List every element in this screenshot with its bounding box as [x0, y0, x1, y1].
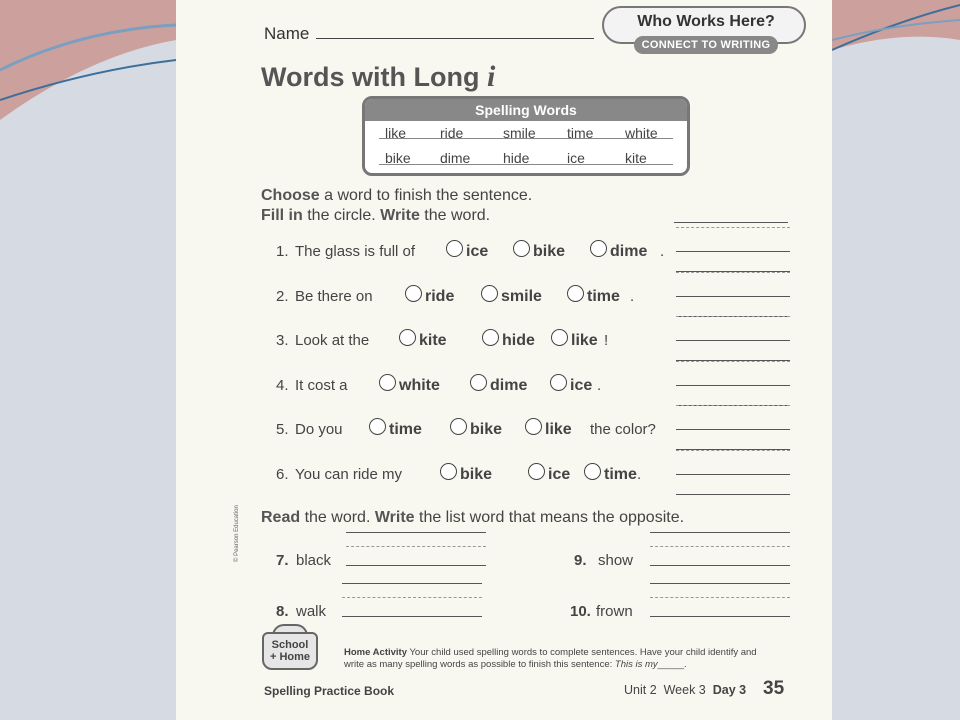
answer-line[interactable] — [676, 340, 790, 341]
answer-option[interactable]: ride — [405, 285, 454, 306]
answer-option[interactable]: white — [379, 374, 440, 395]
answer-circle[interactable] — [405, 285, 422, 302]
spelling-word: dime — [440, 150, 471, 166]
answer-circle[interactable] — [550, 374, 567, 391]
answer-option[interactable]: bike — [450, 418, 502, 439]
answer-circle[interactable] — [567, 285, 584, 302]
answer-line[interactable] — [650, 616, 790, 617]
answer-option[interactable]: bike — [513, 240, 565, 261]
answer-line-base — [676, 494, 790, 495]
spelling-words-heading: Spelling Words — [365, 99, 687, 121]
answer-circle[interactable] — [481, 285, 498, 302]
page-title: Words with Long i — [261, 60, 496, 93]
answer-line[interactable] — [676, 429, 790, 430]
opposite-word: frown — [596, 603, 633, 620]
spelling-word: bike — [385, 150, 411, 166]
name-line — [316, 38, 594, 39]
sentence-end: ! — [604, 332, 609, 349]
answer-option[interactable]: smile — [481, 285, 542, 306]
spelling-word: ride — [440, 125, 464, 141]
top-line — [650, 583, 790, 584]
answer-option[interactable]: time — [567, 285, 620, 306]
answer-option[interactable]: bike — [440, 463, 492, 484]
spelling-word: ice — [567, 150, 585, 166]
page-number: 35 — [763, 678, 785, 699]
sentence-end: . — [637, 466, 642, 483]
answer-option[interactable]: ice — [550, 374, 592, 395]
answer-option[interactable]: kite — [399, 329, 447, 350]
opposite-word: show — [598, 552, 634, 569]
sentence-number: 4. — [276, 377, 289, 394]
sentence-end: . — [597, 377, 602, 394]
worksheet-page — [176, 0, 832, 720]
answer-option[interactable]: dime — [470, 374, 527, 395]
answer-option[interactable]: like — [525, 418, 572, 439]
answer-circle[interactable] — [440, 463, 457, 480]
unit-week-day: Unit 2 Week 3 Day 3 — [624, 683, 747, 697]
spelling-word: like — [385, 125, 407, 141]
dashed-guide-line — [650, 546, 790, 547]
answer-line[interactable] — [346, 565, 486, 566]
dashed-guide-line — [676, 405, 790, 406]
answer-circle[interactable] — [379, 374, 396, 391]
answer-line — [674, 222, 788, 223]
opposite-number: 7. — [276, 552, 289, 569]
instruction-line-1: Choose a word to finish the sentence. — [261, 187, 533, 204]
sentence-end: . — [630, 288, 635, 305]
answer-option[interactable]: hide — [482, 329, 535, 350]
copyright-notice: © Pearson Education — [234, 505, 240, 562]
sentence-text: The glass is full of — [295, 243, 416, 260]
answer-option[interactable]: ice — [446, 240, 488, 261]
name-label: Name — [264, 24, 310, 43]
opposite-word: black — [296, 552, 332, 569]
opposite-number: 10. — [570, 603, 591, 620]
school-home-logo: School + Home — [262, 632, 318, 670]
answer-line[interactable] — [342, 616, 482, 617]
answer-line[interactable] — [676, 385, 790, 386]
lesson-badge — [602, 6, 806, 51]
answer-circle[interactable] — [513, 240, 530, 257]
sentence-number: 3. — [276, 332, 289, 349]
sentence-number: 1. — [276, 243, 289, 260]
answer-line[interactable] — [676, 251, 790, 252]
dashed-guide-line — [342, 597, 482, 598]
badge-subtitle: CONNECT TO WRITING — [634, 36, 778, 54]
spelling-word: white — [625, 125, 658, 141]
answer-circle[interactable] — [584, 463, 601, 480]
sentence-number: 6. — [276, 466, 289, 483]
badge-title: Who Works Here? — [637, 13, 775, 30]
top-line — [650, 532, 790, 533]
answer-circle[interactable] — [446, 240, 463, 257]
spelling-word: kite — [625, 150, 647, 166]
answer-option[interactable]: time — [584, 463, 637, 484]
spelling-word: hide — [503, 150, 530, 166]
sentence-text: Look at the — [295, 332, 370, 349]
dashed-guide-line — [650, 597, 790, 598]
home-activity-text: Home Activity Your child used spelling words to complete sentences. Have your child identify and write as many spelling words as possible to finish this sentence: This is my_____. — [344, 647, 757, 670]
spelling-word: time — [567, 125, 594, 141]
top-line — [342, 583, 482, 584]
answer-option[interactable]: ice — [528, 463, 570, 484]
dashed-guide-line — [676, 361, 790, 362]
answer-circle[interactable] — [369, 418, 386, 435]
sentence-number: 5. — [276, 421, 289, 438]
answer-circle[interactable] — [399, 329, 416, 346]
book-title: Spelling Practice Book — [264, 684, 395, 698]
answer-circle[interactable] — [528, 463, 545, 480]
sentence-text: You can ride my — [295, 466, 403, 483]
opposite-word: walk — [296, 603, 327, 620]
opposites-instruction: Read the word. Write the list word that means the opposite. — [261, 509, 685, 526]
dashed-guide-line — [676, 450, 790, 451]
answer-line[interactable] — [676, 296, 790, 297]
instruction-line-2: Fill in the circle. Write the word. — [261, 207, 491, 224]
dashed-guide-line — [676, 227, 790, 228]
dashed-guide-line — [676, 316, 790, 317]
sentence-end: the color? — [590, 421, 656, 438]
spelling-words-box — [362, 96, 690, 176]
sentence-text: Do you — [295, 421, 343, 438]
answer-option[interactable]: dime — [590, 240, 647, 261]
answer-circle[interactable] — [470, 374, 487, 391]
answer-line[interactable] — [650, 565, 790, 566]
answer-option[interactable]: like — [551, 329, 598, 350]
dashed-guide-line — [346, 546, 486, 547]
answer-option[interactable]: time — [369, 418, 422, 439]
answer-circle[interactable] — [482, 329, 499, 346]
sentence-text: Be there on — [295, 288, 373, 305]
sentence-number: 2. — [276, 288, 289, 305]
answer-line[interactable] — [676, 474, 790, 475]
answer-circle[interactable] — [590, 240, 607, 257]
sentence-text: It cost a — [295, 377, 348, 394]
answer-circle[interactable] — [551, 329, 568, 346]
answer-circle[interactable] — [525, 418, 542, 435]
opposite-number: 9. — [574, 552, 587, 569]
sentence-end: . — [660, 243, 665, 260]
opposite-number: 8. — [276, 603, 289, 620]
dashed-guide-line — [676, 272, 790, 273]
top-line — [346, 532, 486, 533]
spelling-word: smile — [503, 125, 536, 141]
answer-circle[interactable] — [450, 418, 467, 435]
